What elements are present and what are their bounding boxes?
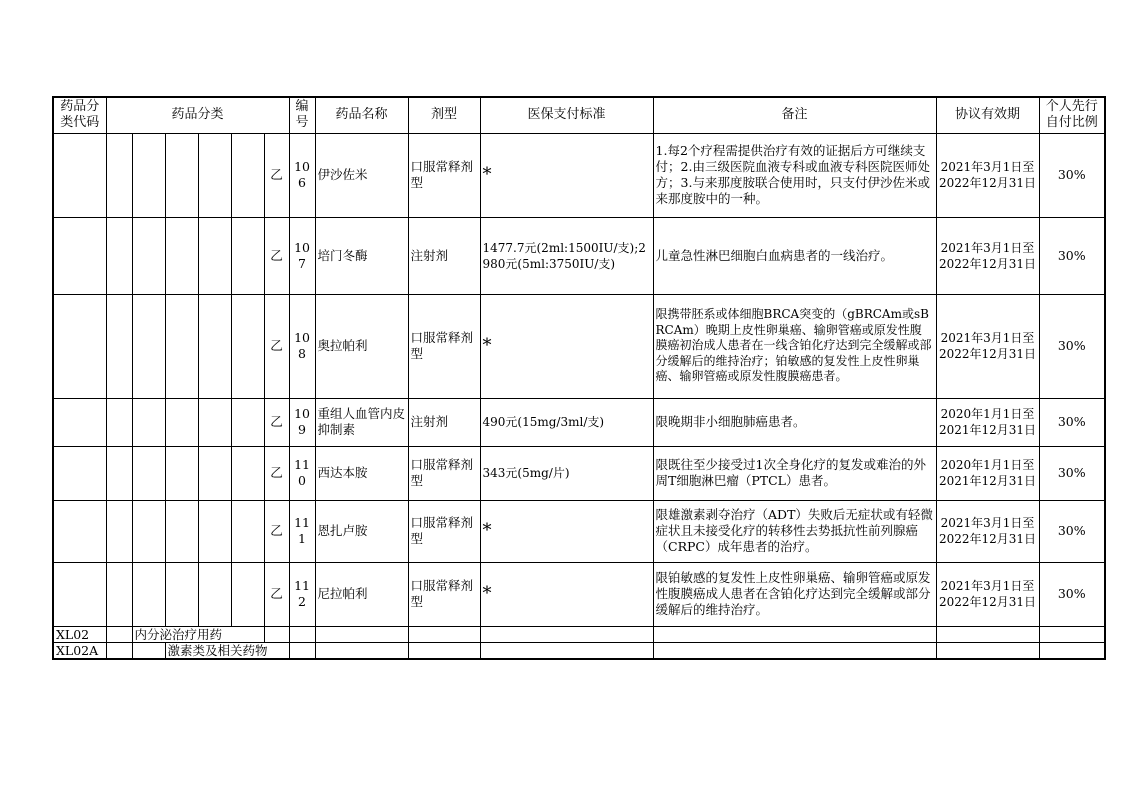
number-cell: 107 (289, 217, 315, 294)
number-cell: 106 (289, 133, 315, 217)
number-cell: 108 (289, 294, 315, 398)
validity-cell (936, 398, 1039, 446)
form-cell: 口服常释剂型 (408, 446, 480, 500)
table-row (53, 446, 1105, 500)
grade-cell: 乙 (264, 562, 289, 626)
validity-start: 2021年3月1日至 (940, 240, 1035, 255)
validity-start: 2020年1月1日至 (940, 407, 1035, 421)
star-mark: * (482, 520, 492, 542)
validity-cell (936, 446, 1039, 500)
drug-name-cell: 培门冬酶 (315, 217, 408, 294)
standard-cell (480, 562, 653, 626)
validity-end: 2021年12月31日 (938, 423, 1037, 437)
number-cell: 111 (289, 500, 315, 562)
validity-start: 2021年3月1日至 (940, 331, 1035, 345)
validity-cell (936, 133, 1039, 217)
validity-cell (936, 562, 1039, 626)
header-number: 编号 (289, 97, 315, 133)
header-form: 剂型 (408, 97, 480, 133)
grade-cell: 乙 (264, 500, 289, 562)
number-cell: 112 (289, 562, 315, 626)
standard-cell (480, 294, 653, 398)
grade-cell: 乙 (264, 398, 289, 446)
form-cell: 注射剂 (408, 398, 480, 446)
drug-name-cell: 恩扎卢胺 (315, 500, 408, 562)
ratio-cell: 30% (1039, 133, 1105, 217)
validity-cell (936, 294, 1039, 398)
validity-start: 2021年3月1日至 (940, 160, 1035, 174)
validity-cell (936, 500, 1039, 562)
remark-cell: 限晚期非小细胞肺癌患者。 (653, 398, 936, 446)
form-cell: 口服常释剂型 (408, 294, 480, 398)
validity-end: 2022年12月31日 (938, 347, 1037, 361)
drug-name-cell: 重组人血管内皮抑制素 (315, 398, 408, 446)
standard-cell: 490元(15mg/3ml/支) (480, 398, 653, 446)
form-cell: 口服常释剂型 (408, 562, 480, 626)
standard-cell: 1477.7元(2ml:1500IU/支);2980元(5ml:3750IU/支) (480, 217, 653, 294)
category-label: 激素类及相关药物 (165, 642, 289, 659)
validity-start: 2021年3月1日至 (940, 579, 1035, 593)
header-row (53, 97, 1105, 133)
drug-name-cell: 西达本胺 (315, 446, 408, 500)
grade-cell: 乙 (264, 446, 289, 500)
remark-cell: 限雄激素剥夺治疗（ADT）失败后无症状或有轻微症状且未接受化疗的转移性去势抵抗性前列腺癌（CRPC）成年患者的治疗。 (653, 500, 936, 562)
validity-end: 2022年12月31日 (938, 532, 1037, 546)
remark-cell: 限携带胚系或体细胞BRCA突变的（gBRCAm或sBRCAm）晚期上皮性卵巢癌、输卵管癌或原发性腹膜癌初治成人患者在一线含铂化疗达到完全缓解或部分缓解后的维持治疗；铂敏感的复发性上皮性卵巢癌、输卵管癌或原发性腹膜癌患者。 (653, 294, 936, 398)
standard-cell: 343元(5mg/片) (480, 446, 653, 500)
ratio-cell: 30% (1039, 446, 1105, 500)
form-cell: 口服常释剂型 (408, 133, 480, 217)
table-row (53, 294, 1105, 398)
validity-end: 2021年12月31日 (938, 474, 1037, 488)
validity-start: 2020年1月1日至 (940, 458, 1035, 472)
validity-start: 2021年3月1日至 (940, 516, 1035, 530)
drug-list-table (52, 96, 1106, 660)
category-label: 内分泌治疗用药 (132, 626, 264, 642)
ratio-cell: 30% (1039, 562, 1105, 626)
remark-cell: 儿童急性淋巴细胞白血病患者的一线治疗。 (653, 217, 936, 294)
header-code: 药品分类代码 (53, 97, 106, 133)
grade-cell: 乙 (264, 217, 289, 294)
star-mark: * (482, 583, 492, 605)
category-row (53, 626, 1105, 642)
validity-end: 2022年12月31日 (938, 595, 1037, 609)
ratio-cell: 30% (1039, 500, 1105, 562)
category-code: XL02A (53, 642, 106, 659)
remark-cell: 限铂敏感的复发性上皮性卵巢癌、输卵管癌或原发性腹膜癌成人患者在含铂化疗达到完全缓解或部分缓解后的维持治疗。 (653, 562, 936, 626)
drug-name-cell: 伊沙佐米 (315, 133, 408, 217)
form-cell: 口服常释剂型 (408, 500, 480, 562)
table-row (53, 398, 1105, 446)
header-ratio: 个人先行自付比例 (1039, 97, 1105, 133)
header-category: 药品分类 (106, 97, 289, 133)
drug-name-cell: 奥拉帕利 (315, 294, 408, 398)
grade-cell: 乙 (264, 133, 289, 217)
table-row (53, 217, 1105, 294)
category-row (53, 642, 1105, 659)
table-row (53, 562, 1105, 626)
table-row (53, 500, 1105, 562)
remark-cell: 限既往至少接受过1次全身化疗的复发或难治的外周T细胞淋巴瘤（PTCL）患者。 (653, 446, 936, 500)
ratio-cell: 30% (1039, 217, 1105, 294)
ratio-cell: 30% (1039, 294, 1105, 398)
form-cell: 注射剂 (408, 217, 480, 294)
remark-cell: 1.每2个疗程需提供治疗有效的证据后方可继续支付；2.由三级医院血液专科或血液专科医院医师处方；3.与来那度胺联合使用时，只支付伊沙佐米或来那度胺中的一种。 (653, 133, 936, 217)
table-row (53, 133, 1105, 217)
star-mark: * (482, 335, 492, 357)
header-remark: 备注 (653, 97, 936, 133)
header-validity: 协议有效期 (936, 97, 1039, 133)
ratio-cell: 30% (1039, 398, 1105, 446)
category-code: XL02 (53, 626, 106, 642)
header-standard: 医保支付标准 (480, 97, 653, 133)
standard-cell (480, 133, 653, 217)
validity-end: 2022年12月31日 (938, 256, 1037, 271)
grade-cell: 乙 (264, 294, 289, 398)
star-mark: * (482, 164, 492, 186)
validity-end: 2022年12月31日 (938, 176, 1037, 190)
number-cell: 109 (289, 398, 315, 446)
standard-cell (480, 500, 653, 562)
drug-name-cell: 尼拉帕利 (315, 562, 408, 626)
validity-cell (936, 217, 1039, 294)
number-cell: 110 (289, 446, 315, 500)
header-name: 药品名称 (315, 97, 408, 133)
